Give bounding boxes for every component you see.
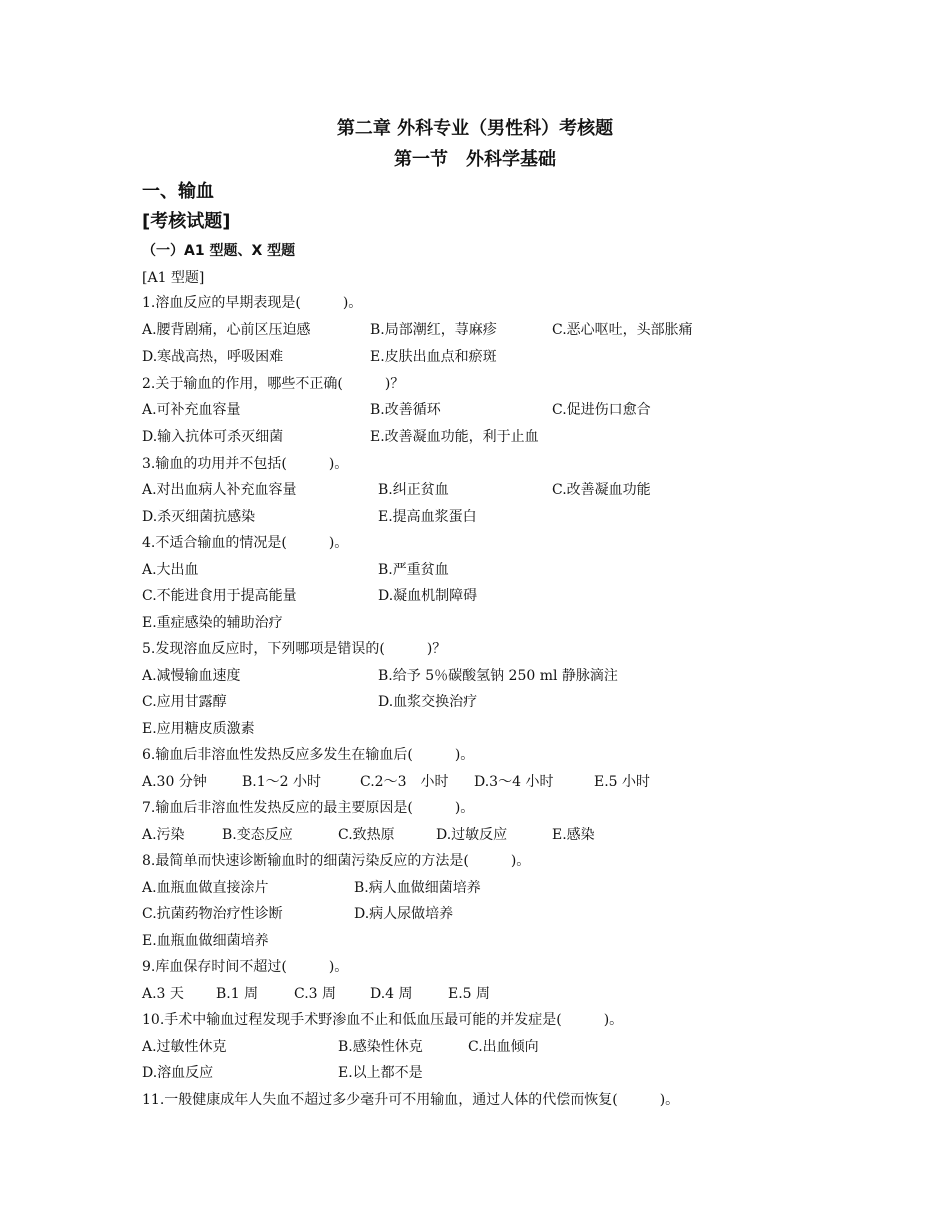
option: E.应用糖皮质激素 bbox=[142, 721, 255, 737]
option: B.感染性休克 bbox=[338, 1039, 423, 1055]
option: B.1～2 小时 bbox=[242, 774, 322, 790]
option: A.减慢输血速度 bbox=[142, 668, 241, 684]
option: E.提高血浆蛋白 bbox=[378, 509, 477, 525]
option-row bbox=[142, 771, 842, 793]
option-row bbox=[142, 506, 842, 528]
question-stem: 10.手术中输血过程发现手术野渗血不止和低血压最可能的并发症是( )。 bbox=[142, 1012, 624, 1028]
option: A.大出血 bbox=[142, 562, 199, 578]
option: A.对出血病人补充血容量 bbox=[142, 482, 297, 498]
option: A.污染 bbox=[142, 827, 185, 843]
option: D.过敏反应 bbox=[436, 827, 508, 843]
question-stem: 4.不适合输血的情况是( )。 bbox=[142, 535, 349, 551]
option-row bbox=[142, 319, 842, 341]
question-stem: 2.关于输血的作用，哪些不正确( )？ bbox=[142, 376, 405, 392]
option-row bbox=[142, 612, 842, 634]
option: D.3～4 小时 bbox=[474, 774, 554, 790]
question-stem: 11.一般健康成年人失血不超过多少毫升可不用输血，通过人体的代偿而恢复( )。 bbox=[142, 1092, 680, 1108]
option: C.不能进食用于提高能量 bbox=[142, 588, 297, 604]
option-row bbox=[142, 346, 842, 368]
option: C.应用甘露醇 bbox=[142, 694, 227, 710]
option: D.凝血机制障碍 bbox=[378, 588, 478, 604]
option: E.重症感染的辅助治疗 bbox=[142, 615, 283, 631]
option: E.皮肤出血点和瘀斑 bbox=[370, 349, 497, 365]
option-row bbox=[142, 930, 842, 952]
option: E.5 小时 bbox=[594, 774, 651, 790]
option-row bbox=[142, 718, 842, 740]
question-type-heading: （一）A1 型题、X 型题 bbox=[142, 243, 296, 259]
option-row bbox=[142, 426, 842, 448]
exam-heading: [考核试题] bbox=[142, 211, 231, 232]
option: B.严重贫血 bbox=[378, 562, 449, 578]
option: C.改善凝血功能 bbox=[552, 482, 651, 498]
option-row bbox=[142, 983, 842, 1005]
option: D.病人尿做培养 bbox=[354, 906, 454, 922]
option-row bbox=[142, 1036, 842, 1058]
option: C.2～3 小时 bbox=[360, 774, 449, 790]
option-row bbox=[142, 585, 842, 607]
option: C.致热原 bbox=[338, 827, 395, 843]
option: C.3 周 bbox=[294, 986, 337, 1002]
option: A.3 天 bbox=[142, 986, 184, 1002]
option: D.输入抗体可杀灭细菌 bbox=[142, 429, 284, 445]
option: E.感染 bbox=[552, 827, 595, 843]
option: A.可补充血容量 bbox=[142, 402, 241, 418]
option-row bbox=[142, 665, 842, 687]
option: E.5 周 bbox=[448, 986, 491, 1002]
option: A.腰背剧痛，心前区压迫感 bbox=[142, 322, 311, 338]
option: D.寒战高热，呼吸困难 bbox=[142, 349, 284, 365]
option: A.血瓶血做直接涂片 bbox=[142, 880, 269, 896]
option: B.局部潮红，荨麻疹 bbox=[370, 322, 497, 338]
option-row bbox=[142, 1062, 842, 1084]
option: D.血浆交换治疗 bbox=[378, 694, 478, 710]
question-stem: 1.溶血反应的早期表现是( )。 bbox=[142, 295, 363, 311]
option-row bbox=[142, 903, 842, 925]
option: E.血瓶血做细菌培养 bbox=[142, 933, 269, 949]
option: C.促进伤口愈合 bbox=[552, 402, 651, 418]
option: A.过敏性休克 bbox=[142, 1039, 227, 1055]
question-stem: 7.输血后非溶血性发热反应的最主要原因是( )。 bbox=[142, 800, 475, 816]
option: B.病人血做细菌培养 bbox=[354, 880, 481, 896]
option-row bbox=[142, 479, 842, 501]
option: C.抗菌药物治疗性诊断 bbox=[142, 906, 283, 922]
option: C.恶心呕吐，头部胀痛 bbox=[552, 322, 693, 338]
chapter-title: 第二章 外科专业（男性科）考核题 bbox=[336, 118, 614, 139]
option: E.改善凝血功能，利于止血 bbox=[370, 429, 539, 445]
option-row bbox=[142, 399, 842, 421]
option-row bbox=[142, 824, 842, 846]
option: D.4 周 bbox=[370, 986, 413, 1002]
option: D.溶血反应 bbox=[142, 1065, 214, 1081]
option: B.变态反应 bbox=[222, 827, 293, 843]
option: D.杀灭细菌抗感染 bbox=[142, 509, 256, 525]
option-row bbox=[142, 691, 842, 713]
question-stem: 6.输血后非溶血性发热反应多发生在输血后( )。 bbox=[142, 747, 475, 763]
question-stem: 8.最简单而快速诊断输血时的细菌污染反应的方法是( )。 bbox=[142, 853, 531, 869]
question-stem: 9.库血保存时间不超过( )。 bbox=[142, 959, 349, 975]
section-title: 第一节 外科学基础 bbox=[394, 149, 556, 170]
option: B.1 周 bbox=[216, 986, 259, 1002]
option: B.纠正贫血 bbox=[378, 482, 449, 498]
option: B.改善循环 bbox=[370, 402, 441, 418]
option: E.以上都不是 bbox=[338, 1065, 423, 1081]
topic-heading: 一、输血 bbox=[142, 181, 214, 202]
question-stem: 5.发现溶血反应时，下列哪项是错误的( )？ bbox=[142, 641, 447, 657]
option-row bbox=[142, 559, 842, 581]
option: B.给予 5％碳酸氢钠 250 ml 静脉滴注 bbox=[378, 668, 618, 684]
a1-heading: [A1 型题] bbox=[142, 270, 205, 286]
question-stem: 3.输血的功用并不包括( )。 bbox=[142, 456, 349, 472]
option: A.30 分钟 bbox=[142, 774, 207, 790]
option-row bbox=[142, 877, 842, 899]
option: C.出血倾向 bbox=[468, 1039, 539, 1055]
